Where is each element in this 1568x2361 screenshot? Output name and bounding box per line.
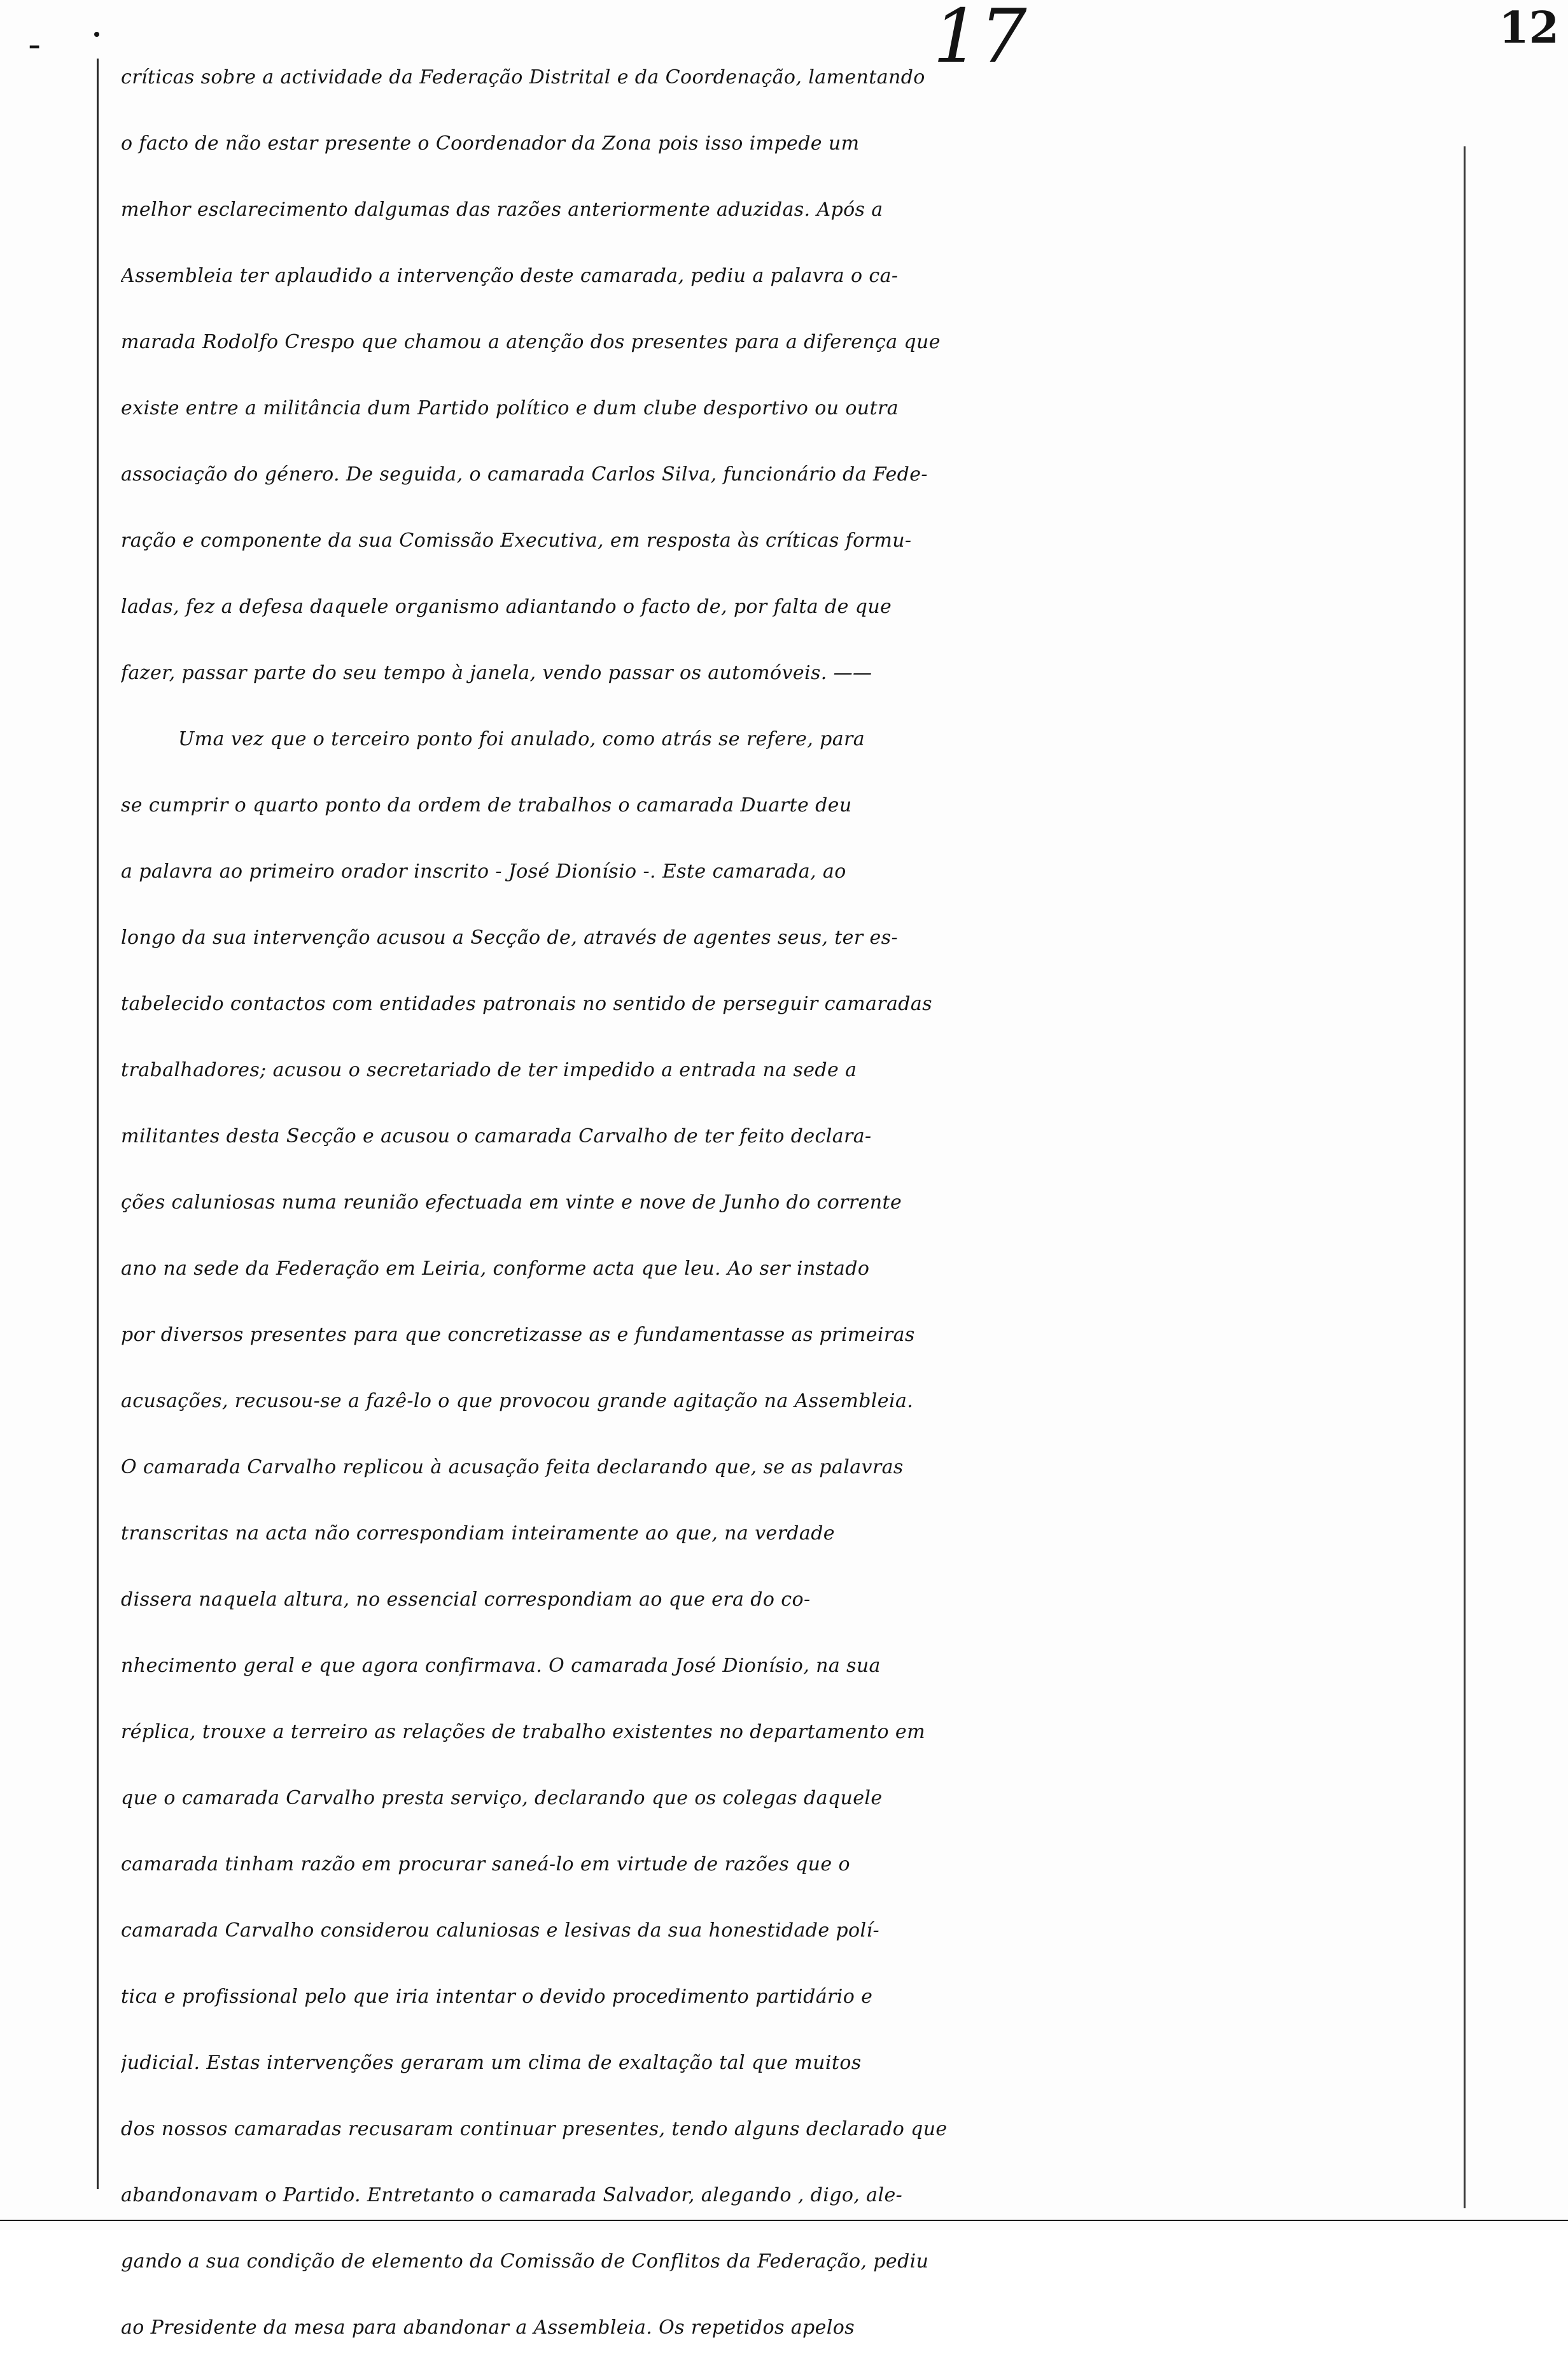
manuscript-line: abandonavam o Partido. Entretanto o camarada Salvador, alegando , digo, ale- (121, 2184, 903, 2206)
manuscript-line: dissera naquela altura, no essencial correspondiam ao que era do co- (121, 1588, 811, 1611)
manuscript-line: ração e componente da sua Comissão Executiva, em resposta às críticas formu- (121, 529, 912, 552)
page-bottom-edge (0, 2220, 1568, 2221)
manuscript-line: O camarada Carvalho replicou à acusação feita declarando que, se as palavras (121, 1456, 904, 1478)
top-left-dot (94, 32, 99, 37)
manuscript-line: o facto de não estar presente o Coordenador da Zona pois isso impede um (121, 132, 860, 155)
manuscript-line: se cumprir o quarto ponto da ordem de trabalhos o camarada Duarte deu (121, 794, 852, 816)
right-margin-rule (1464, 146, 1466, 2208)
manuscript-line: dos nossos camaradas recusaram continuar presentes, tendo alguns declarado que (121, 2118, 948, 2140)
manuscript-line: tabelecido contactos com entidades patronais no sentido de perseguir camaradas (121, 993, 932, 1015)
manuscript-line: camarada tinham razão em procurar saneá-lo em virtude de razões que o (121, 1853, 850, 1875)
manuscript-line: trabalhadores; acusou o secretariado de ter impedido a entrada na sede a (121, 1059, 857, 1081)
manuscript-line: marada Rodolfo Crespo que chamou a atenção dos presentes para a diferença que (121, 331, 941, 353)
manuscript-line: longo da sua intervenção acusou a Secção de, através de agentes seus, ter es- (121, 927, 898, 949)
manuscript-line: existe entre a militância dum Partido político e dum clube desportivo ou outra (121, 397, 899, 419)
manuscript-line: ano na sede da Federação em Leiria, conforme acta que leu. Ao ser instado (121, 1258, 870, 1280)
manuscript-line: ladas, fez a defesa daquele organismo adiantando o facto de, por falta de que (121, 596, 892, 618)
handwritten-body (121, 45, 1451, 2361)
manuscript-line: que o camarada Carvalho presta serviço, declarando que os colegas daquele (121, 1787, 883, 1809)
manuscript-line: Assembleia ter aplaudido a intervenção deste camarada, pediu a palavra o ca- (121, 265, 899, 287)
manuscript-line: réplica, trouxe a terreiro as relações de trabalho existentes no departamento em (121, 1721, 925, 1743)
manuscript-line: nhecimento geral e que agora confirmava. O camarada José Dionísio, na sua (121, 1655, 881, 1677)
manuscript-line: judicial. Estas intervenções geraram um clima de exaltação tal que muitos (121, 2052, 862, 2074)
manuscript-line: fazer, passar parte do seu tempo à janela, vendo passar os automóveis. —— (121, 662, 872, 684)
manuscript-line: tica e profissional pelo que iria intentar o devido procedimento partidário e (121, 1986, 873, 2008)
manuscript-line: a palavra ao primeiro orador inscrito - José Dionísio -. Este camarada, ao (121, 860, 846, 883)
manuscript-line: transcritas na acta não correspondiam inteiramente ao que, na verdade (121, 1522, 835, 1545)
folio-mark: 17 (933, 0, 1027, 80)
page-number: 12 (1499, 3, 1559, 53)
manuscript-line: gando a sua condição de elemento da Comissão de Conflitos da Federação, pediu (121, 2250, 929, 2273)
top-left-dash: - (28, 24, 41, 66)
manuscript-line: militantes desta Secção e acusou o camarada Carvalho de ter feito declara- (121, 1125, 872, 1147)
manuscript-line: Uma vez que o terceiro ponto foi anulado, como atrás se refere, para (178, 728, 865, 750)
manuscript-line: ao Presidente da mesa para abandonar a Assembleia. Os repetidos apelos (121, 2316, 855, 2339)
manuscript-line: críticas sobre a actividade da Federação Distrital e da Coordenação, lamentando (121, 66, 925, 88)
manuscript-line: associação do género. De seguida, o camarada Carlos Silva, funcionário da Fede- (121, 463, 928, 486)
manuscript-line: acusações, recusou-se a fazê-lo o que provocou grande agitação na Assembleia. (121, 1390, 914, 1412)
manuscript-line: por diversos presentes para que concretizasse as e fundamentasse as primeiras (121, 1324, 915, 1346)
manuscript-line: ções caluniosas numa reunião efectuada em vinte e nove de Junho do corrente (121, 1191, 902, 1214)
left-margin-rule (97, 59, 99, 2189)
manuscript-line: melhor esclarecimento dalgumas das razões anteriormente aduzidas. Após a (121, 199, 883, 221)
manuscript-line: camarada Carvalho considerou caluniosas e lesivas da sua honestidade polí- (121, 1919, 880, 1942)
